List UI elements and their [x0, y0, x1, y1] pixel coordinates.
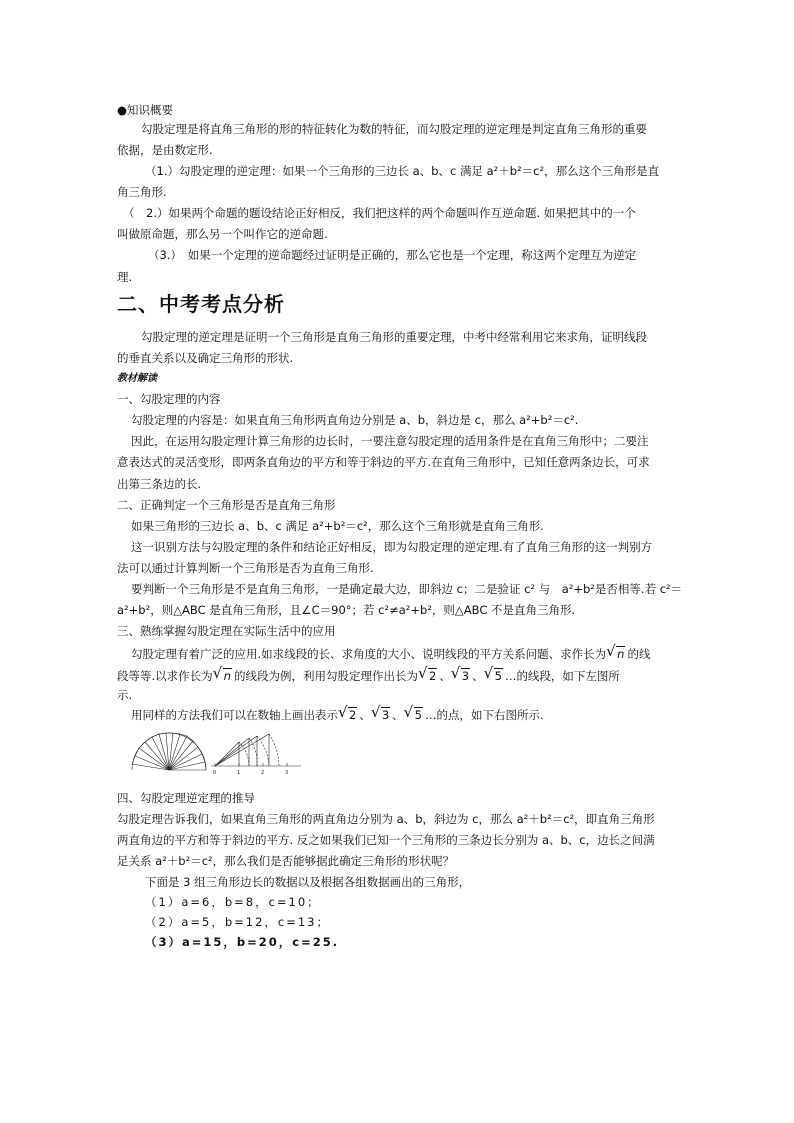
part1-line: 意表达式的灵活变形，即两条直角边的平方和等于斜边的平方.在直角三角形中，已知任意两条边长，可求	[117, 455, 650, 469]
part3-line: 勾股定理有着广泛的应用.如求线段的长、求角度的大小、说明线段的平方关系问题、求作长为√ n 的线	[131, 645, 650, 663]
part2-title: 二、正确判定一个三角形是否是直角三角形	[117, 498, 336, 512]
part3-title: 三、熟练掌握勾股定理在实际生活中的应用	[117, 624, 336, 638]
theorem-item-3-cont: 理.	[117, 270, 133, 284]
part4-line: 下面是 3 组三角形边长的数据以及根据各组数据画出的三角形，	[145, 875, 471, 889]
sqrt-symbol: √ 2	[420, 667, 437, 685]
part2-line: a²+b²，则△ABC 是直角三角形，且∠C＝90°；若 c²≠a²+b²，则△ABC 不是直角三角形.	[117, 603, 576, 617]
textbook-label: 教材解读	[117, 373, 157, 384]
sqrt-symbol: √ 5	[486, 667, 503, 685]
data-set-2: （2）a=5，b=12，c=13；	[145, 915, 330, 929]
axis-label: 2	[261, 770, 265, 776]
sqrt-symbol: √ 2	[340, 706, 357, 724]
part3-line: 段等等.以求作长为√ n 的线段为例，利用勾股定理作出长为√ 2 、√ 3 、√ 5 …的线段，如下左图所	[117, 667, 620, 685]
part4-line: 勾股定理告诉我们，如果直角三角形的两直角边分别为 a、b，斜边为 c，那么 a²＋b²＝c²，即直角三角形	[117, 812, 655, 826]
part2-line: 法可以通过计算判断一个三角形是否为直角三角形.	[117, 561, 374, 575]
number-line-figure	[209, 730, 303, 776]
overview-paragraph-line: 勾股定理是将直角三角形的形的特征转化为数的特征，而勾股定理的逆定理是判定直角三角形的重要	[141, 122, 647, 136]
spiral-figure	[128, 726, 210, 774]
theorem-item-1-cont: 角三角形.	[117, 185, 167, 199]
part3-line: 用同样的方法我们可以在数轴上画出表示√ 2 、√ 3 、√ 5 …的点，如下右图所示.	[131, 706, 544, 724]
sqrt-symbol: √ 5	[406, 706, 423, 724]
section-intro-line: 的垂直关系以及确定三角形的形状.	[117, 351, 294, 365]
part4-line: 足关系 a²＋b²＝c²，那么我们是否能够据此确定三角形的形状呢？	[117, 854, 455, 868]
part1-line: 因此，在运用勾股定理计算三角形的边长时，一要注意勾股定理的适用条件是在直角三角形中；二要注	[131, 434, 649, 448]
sqrt-symbol: √ n	[608, 645, 625, 663]
sqrt-symbol: √ 3	[453, 667, 470, 685]
theorem-item-3: （3.） 如果一个定理的逆命题经过证明是正确的，那么它也是一个定理，称这两个定理互为逆定	[148, 248, 637, 262]
data-set-3: （3）a=15，b=20，c=25.	[145, 935, 340, 949]
part2-line: 这一识别方法与勾股定理的条件和结论正好相反，即为勾股定理的逆定理.有了直角三角形的这一判别方	[131, 540, 653, 554]
axis-label: 0	[213, 770, 217, 776]
overview-paragraph-line: 依据，是由数定形.	[117, 143, 213, 157]
sqrt-symbol: √ n	[215, 667, 232, 685]
section-heading: 二、中考考点分析	[117, 292, 285, 316]
section-intro-line: 勾股定理的逆定理是证明一个三角形是直角三角形的重要定理，中考中经常利用它来求角，证明线段	[141, 330, 647, 344]
theorem-item-2-cont: 叫做原命题，那么另一个叫作它的逆命题.	[117, 227, 328, 241]
theorem-item-2: （ 2.）如果两个命题的题设结论正好相反，我们把这样的两个命题叫作互逆命题. 如果把其中的一个	[123, 206, 636, 220]
sqrt-symbol: √ 3	[373, 706, 390, 724]
part4-line: 两直角边的平方和等于斜边的平方. 反之如果我们已知一个三角形的三条边长分别为 a、b、c，边长之间满	[117, 833, 655, 847]
part1-line: 出第三条边的长.	[117, 477, 202, 491]
part4-title: 四、勾股定理逆定理的推导	[117, 791, 255, 805]
data-set-1: （1）a=6，b=8，c=10；	[145, 895, 321, 909]
part1-title: 一、勾股定理的内容	[117, 392, 221, 406]
theorem-item-1: （1.）勾股定理的逆定理：如果一个三角形的三边长 a、b、c 满足 a²＋b²＝c²，那么这个三角形是直	[145, 164, 660, 178]
axis-label: 1	[237, 770, 241, 776]
part2-line: 要判断一个三角形是不是直角三角形，一是确定最大边，即斜边 c；二是验证 c² 与 a²+b²是否相等.若 c²＝	[131, 582, 683, 596]
part3-line: 示.	[117, 688, 133, 702]
overview-heading: ●知识概要	[117, 103, 174, 117]
axis-label: 3	[285, 770, 289, 776]
part1-line: 勾股定理的内容是：如果直角三角形两直角边分别是 a、b，斜边是 c，那么 a²+b²＝c².	[131, 413, 579, 427]
part2-line: 如果三角形的三边长 a、b、c 满足 a²+b²＝c²，那么这个三角形就是直角三角形.	[131, 519, 544, 533]
